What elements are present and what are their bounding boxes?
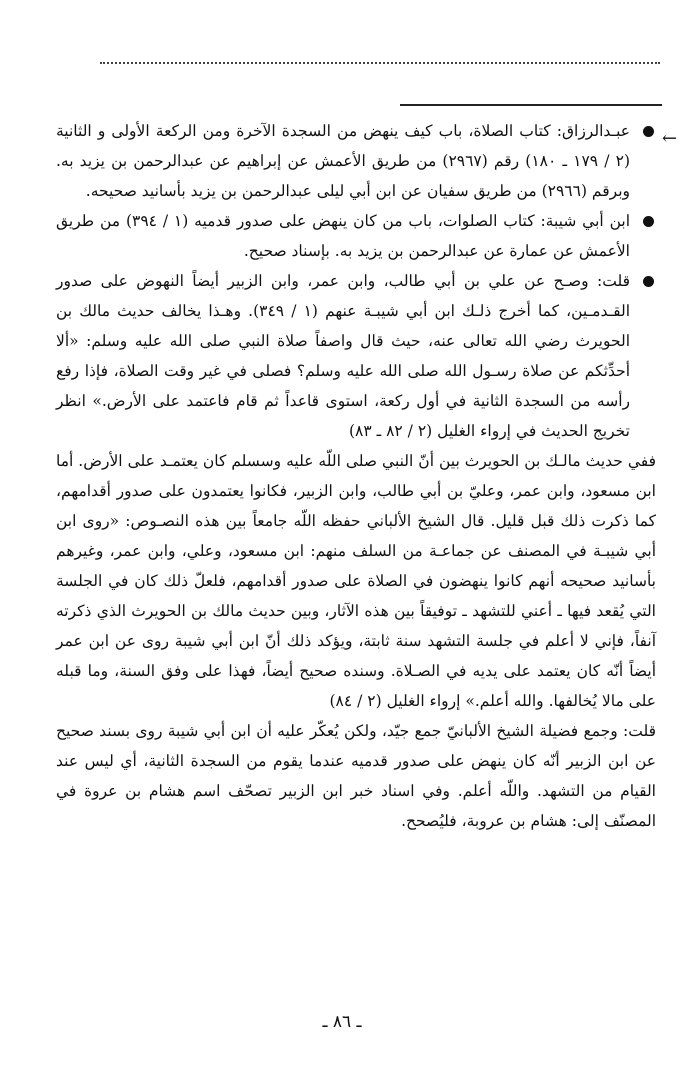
- bullet-text: عبـدالرزاق: كتاب الصلاة، باب كيف ينهض من السجدة الآخرة ومن الركعة الأولى و الثانية (٢ / ١٧٩ ـ ١٨٠) رقم (٢٩٦٧) من طريق الأعمش عن إبراهيم عن عبدالرحمن بن يزيد به. وبرقم (٢٩٦٦) من طريق سفيان عن ابن أبي ليلى عبدالرحمن بن يزيد بأسانيد صحيحه.: [56, 122, 630, 200]
- back-arrow-icon[interactable]: ←: [662, 128, 678, 149]
- body-paragraph: ففي حديث مالـك بن الحويرث بين أنّ النبي صلى اللّه عليه وسسلم كان يعتمـد على الأرض. أما ابن مسعود، وابن عمر، وعليّ بن أبي طالب، وابن الزبير، فكانوا يعتمدون على صدور أقدامهم، كما ذكرت ذلك قبل قليل. قال الشيخ الألباني حفظه اللّه جامعاً بين هذه النصـوص: «روى ابن أبي شيبـة في المصنف عن جماعـة من السلف منهم: ابن مسعود، وعلي، وابن عمر، وغيرهم بأسانيد صحيحه أنهم كانوا ينهضون في الصلاة على صدور أقدامهم، فلعلّ ذلك كان في الجلسة التي يُقعد فيها ـ أعني للتشهد ـ توفيقاً بين هذه الآثار، وبين حديث مالك بن الحويرث الذي ذكرته آنفاً، فإني لا أعلم في جلسة التشهد سنة ثابتة، ويؤكد ذلك أنّ ابن أبي شيبة روى عن ابن عمر أيضاً أنّه كان يعتمد على يديه في الصـلاة. وسنده صحيح أيضاً، فهذا على وفق السنة، وما قبله على مالا يُخالفها. والله أعلم.» إرواء الغليل (٢ / ٨٤): [56, 452, 656, 710]
- header-rule: [400, 104, 662, 106]
- bullet-icon: [643, 276, 654, 287]
- page-body: [56, 116, 656, 836]
- bullet-item: [56, 206, 656, 266]
- dotted-separator: [100, 62, 660, 64]
- bullet-text: ابن أبي شيبة: كتاب الصلوات، باب من كان ينهض على صدور قدميه (١ / ٣٩٤) من طريق الأعمش عن عمارة عن عبدالرحمن بن يزيد به. بإسناد صحيح.: [56, 212, 630, 260]
- body-paragraph: قلت: وجمع فضيلة الشيخ الألبانيّ جمع جيّد، ولكن يُعكّر عليه أن ابن أبي شيبة روى بسند صحيح عن ابن الزبير أنّه كان ينهض على صدور قدميه عندما يقوم من السجدة الثانية، أي ليس عند القيام من التشهد. واللّه أعلم. وفي اسناد خبر ابن الزبير تصحّف اسم هشام بن عروة في المصنّف إلى: هشام بن عروبة، فليُصحح.: [56, 722, 656, 830]
- bullet-icon: [643, 126, 654, 137]
- bullet-item: [56, 266, 656, 446]
- page-number: ـ ٨٦ ـ: [322, 1012, 362, 1032]
- bullet-item: [56, 116, 656, 206]
- bullet-text: قلت: وصـح عن علي بن أبي طالب، وابن عمر، وابن الزبير أيضاً النهوض على صدور القـدمـين، كما أخرج ذلـك ابن أبي شيبـة عنهم (١ / ٣٤٩). وهـذا يخالف حديث مالك بن الحويرث رضي الله تعالى عنه، حيث قال واصفاً صلاة النبي صلى الله عليه وسلم: «ألا أحدِّثكم عن صلاة رسـول الله صلى الله عليه وسلم؟ فصلى في غير وقت الصلاة، فإذا رفع رأسه من السجدة الثانية في أول ركعة، استوى قاعداً ثم قام فاعتمد على الأرض.» انظر تخريج الحديث في إرواء الغليل (٢ / ٨٢ ـ ٨٣): [56, 272, 630, 440]
- bullet-icon: [643, 216, 654, 227]
